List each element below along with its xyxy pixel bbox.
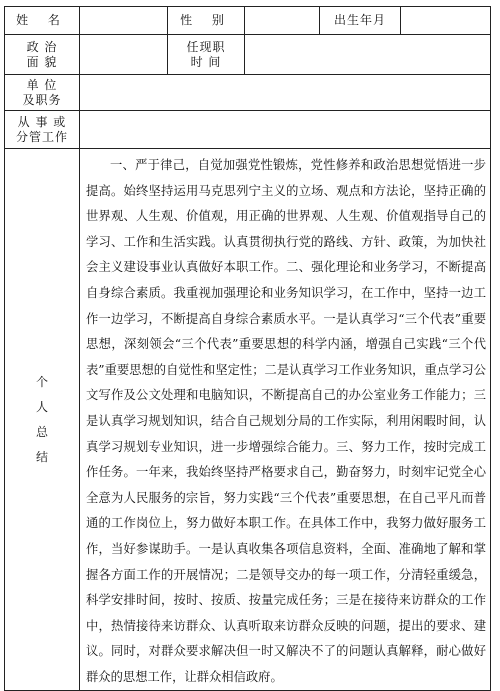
current-term-field[interactable] bbox=[245, 35, 491, 75]
summary-label-char: 总 bbox=[35, 424, 48, 439]
political-status-label bbox=[5, 35, 80, 75]
work-area-label-line1: 从 事 或 bbox=[17, 114, 67, 129]
unit-position-label-line1: 单 位 bbox=[26, 77, 58, 92]
unit-position-field[interactable] bbox=[80, 75, 491, 111]
birth-date-label: 出生年月 bbox=[320, 7, 401, 35]
unit-position-label bbox=[5, 75, 80, 111]
birth-date-field[interactable] bbox=[401, 7, 491, 35]
current-term-label bbox=[168, 35, 245, 75]
name-label: 姓 名 bbox=[5, 7, 80, 35]
personal-summary-form bbox=[4, 6, 491, 691]
political-status-label-line2: 面 貌 bbox=[26, 54, 58, 69]
current-term-label-line2: 时 间 bbox=[190, 54, 222, 69]
unit-position-label-line2: 及职务 bbox=[22, 92, 62, 107]
work-area-field[interactable] bbox=[80, 111, 491, 149]
name-field[interactable] bbox=[80, 7, 168, 35]
personal-summary-field[interactable] bbox=[80, 149, 491, 691]
personal-summary-text: 一、严于律己，自觉加强党性锻炼，党性修养和政治思想觉悟进一步提高。始终坚持运用马克思列宁主义的立场、观点和方法论，坚持正确的世界观、人生观、价值观，用正确的世界观、人生观、价值观指导自己的学习、工作和生活实践。认真贯彻执行党的路线、方针、政策，为加快社会主义建设事业认真做好本职工作。二、强化理论和业务学习，不断提高自身综合素质。我重视加强理论和业务知识学习，在工作中，坚持一边工作一边学习，不断提高自身综合素质水平。一是认真学习“三个代表”重要思想，深刻领会“三个代表”重要思想的科学内涵，增强自己实践“三个代表”重要思想的自觉性和坚定性；二是认真学习工作业务知识，重点学习公文写作及公文处理和电脑知识，不断提高自己的办公室业务工作能力；三是认真学习规划知识，结合自己规划分局的工作实际，利用闲暇时间，认真学习规划专业知识，进一步增强综合能力。三、努力工作，按时完成工作任务。一年来，我始终坚持严格要求自己，勤奋努力，时刻牢记党全心全意为人民服务的宗旨，努力实践“三个代表”重要思想，在自己平凡而普通的工作岗位上，努力做好本职工作。在具体工作中，我努力做好服务工作，当好参谋助手。一是认真收集各项信息资料，全面、准确地了解和掌握各方面工作的开展情况；二是领导交办的每一项工作，分清轻重缓急，科学安排时间，按时、按质、按量完成任务；三是在接待来访群众的工作中，热情接待来访群众、认真听取来访群众反映的问题，提出的要求、建议。同时，对群众要求解决但一时又解决不了的问题认真解释，耐心做好群众的思想工作，让群众相信政府。 bbox=[86, 158, 486, 684]
political-status-field[interactable] bbox=[80, 35, 168, 75]
summary-label-char: 人 bbox=[35, 399, 48, 414]
personal-summary-label bbox=[5, 149, 80, 691]
work-area-label bbox=[5, 111, 80, 149]
current-term-label-line1: 任现职 bbox=[186, 39, 226, 54]
political-status-label-line1: 政 治 bbox=[26, 39, 58, 54]
gender-field[interactable] bbox=[245, 7, 320, 35]
summary-label-char: 结 bbox=[35, 449, 48, 464]
gender-label: 性 别 bbox=[168, 7, 245, 35]
work-area-label-line2: 分管工作 bbox=[15, 129, 68, 144]
summary-label-char: 个 bbox=[35, 374, 48, 389]
